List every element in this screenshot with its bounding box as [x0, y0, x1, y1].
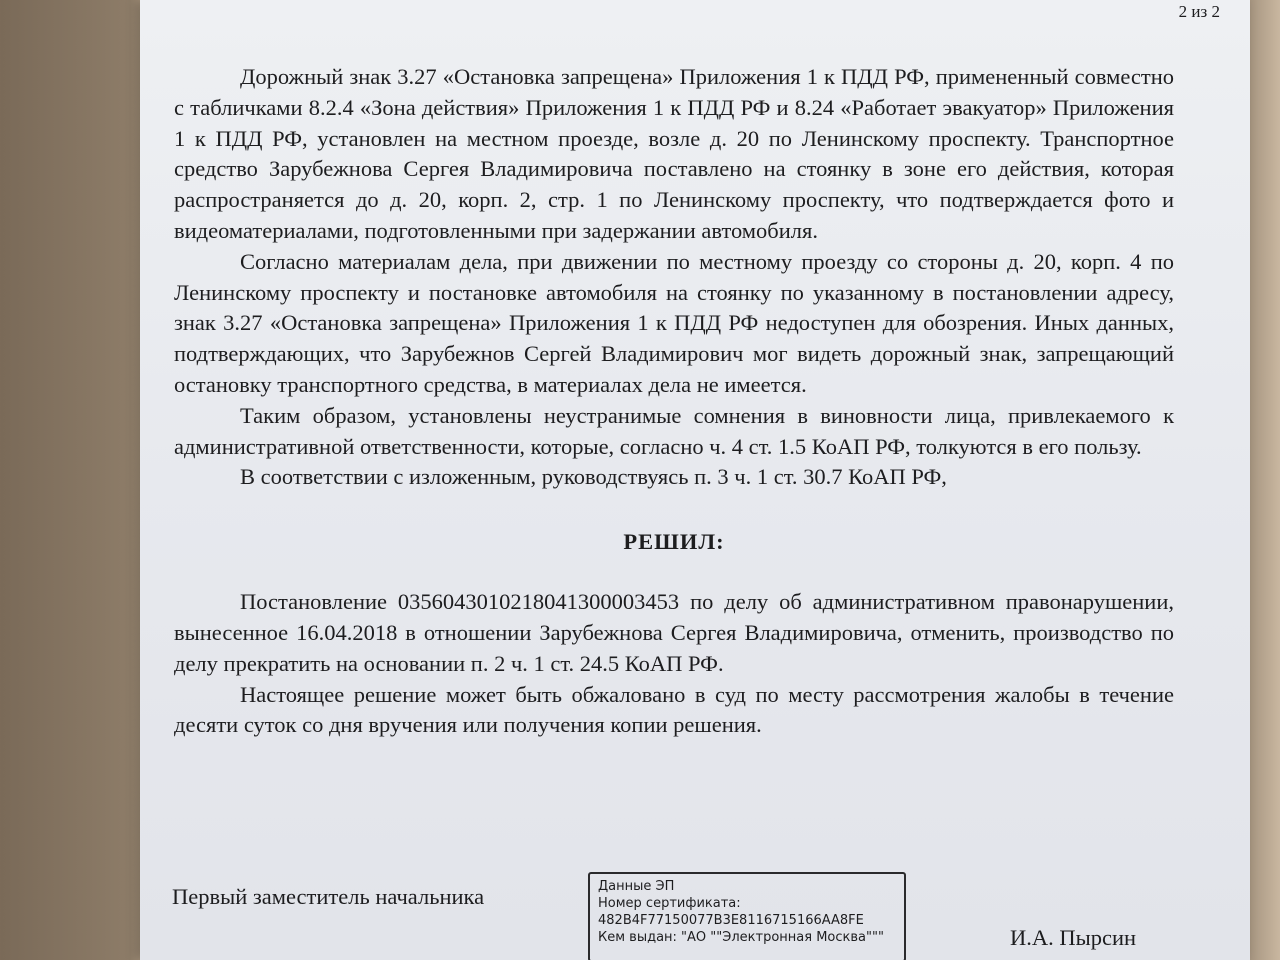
paragraph-legal-basis: В соответствии с изложенным, руководствуясь п. 3 ч. 1 ст. 30.7 КоАП РФ, [240, 464, 947, 490]
ep-cert-number: 482B4F77150077B3E8116715166AA8FE [598, 913, 864, 928]
electronic-signature-stamp [588, 872, 906, 960]
decision-heading: РЕШИЛ: [623, 529, 725, 555]
ep-issuer: Кем выдан: "АО ""Электронная Москва""" [598, 930, 884, 945]
paragraph-case-materials: Согласно материалам дела, при движении по местному проезду со стороны д. 20, корп. 4 по Ленинскому проспекту и постановке автомобиля на стоянку по указанному в постановлении адресу, знак 3.27 «Остановка запрещена» Приложения 1 к ПДД РФ недоступен для обозрения. Иных данных, подтверждающих, что Зарубежнов Сергей Владимирович мог видеть дорожный знак, запрещающий остановку транспортного средства, в материалах дела не имеется. [174, 248, 1174, 397]
paragraph-doubts: Таким образом, установлены неустранимые сомнения в виновности лица, привлекаемого к административной ответственности, которые, согласно ч. 4 ст. 1.5 КоАП РФ, толкуются в его пользу. [174, 402, 1174, 459]
ep-cert-label: Номер сертификата: [598, 896, 741, 911]
document-page [140, 0, 1250, 960]
page-number: 2 из 2 [1178, 2, 1220, 21]
document-body [174, 62, 1174, 741]
signatory-name: И.А. Пырсин [1010, 925, 1137, 950]
paragraph-sign-location: Дорожный знак 3.27 «Остановка запрещена» Приложения 1 к ПДД РФ, примененный совместно с табличками 8.2.4 «Зона действия» Приложения 1 к ПДД РФ и 8.24 «Работает эвакуатор» Приложения 1 к ПДД РФ, установлен на местном проезде, возле д. 20 по Ленинскому проспекту. Транспортное средство Зарубежнова Сергея Владимировича поставлено на стоянку в зоне его действия, которая распространяется до д. 20, корп. 2, стр. 1 по Ленинскому проспекту, что подтверждается фото и видеоматериалами, подготовленными при задержании автомобиля. [174, 64, 1174, 243]
ep-title: Данные ЭП [598, 879, 675, 894]
paragraph-appeal: Настоящее решение может быть обжаловано в суд по месту рассмотрения жалобы в течение десяти суток со дня вручения или получения копии решения. [174, 681, 1174, 738]
paragraph-decision: Постановление 0356043010218041300003453 по делу об административном правонарушении, вынесенное 16.04.2018 в отношении Зарубежнова Сергея Владимировича, отменить, производство по делу прекратить на основании п. 2 ч. 1 ст. 24.5 КоАП РФ. [174, 589, 1174, 676]
signatory-title: Первый заместитель начальника [172, 884, 485, 909]
